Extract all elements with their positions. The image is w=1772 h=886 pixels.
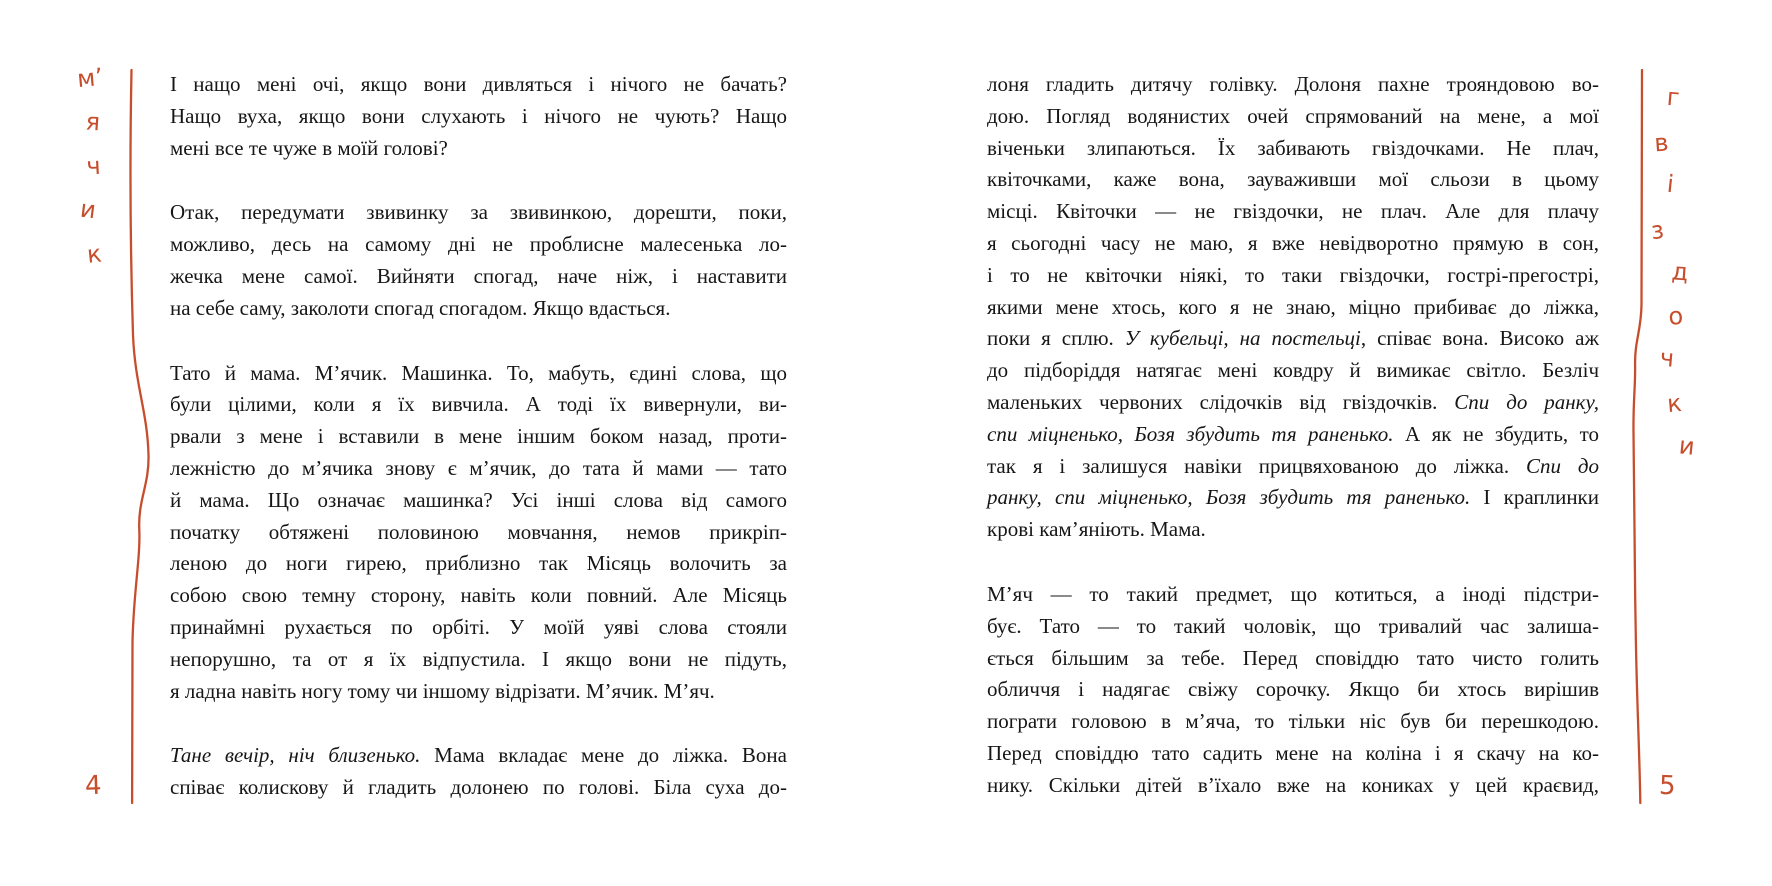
text-line (987, 482, 1599, 514)
margin-letter: к (1665, 388, 1683, 418)
page-left-text (170, 69, 787, 804)
text-segment: крові кам’яніють. Мама. (987, 517, 1206, 542)
text-segment: принаймні рухається по орбіті. У моїй уяві слова стояли (170, 614, 787, 639)
text-line (170, 133, 787, 165)
text-segment: до підборіддя натягає мені ковдру й вимикає світло. Безліч (987, 358, 1599, 383)
text-segment: ється більшим за тебе. Перед сповіддю тато чисто голить (987, 645, 1599, 670)
text-segment: маленьких червоних слідочків від гвіздочків. (987, 389, 1455, 414)
text-segment: нику. Скільки дітей в’їхало вже на кониках у цей краєвид, (987, 772, 1599, 797)
text-segment: , співає вона. Високо аж (1360, 326, 1599, 351)
text-segment: початку обтяжені половиною мовчання, немов прикріп- (170, 519, 787, 544)
text-segment: і то не квіточки ніякі, то таки гвіздочки, гострі-прегострі, (987, 262, 1599, 287)
text-line (987, 387, 1599, 419)
text-segment: місці. Квіточки — не гвіздочки, не плач. Але для плачу (987, 199, 1599, 224)
paragraph (170, 197, 787, 324)
text-segment: М’яч — то такий предмет, що котиться, а іноді підстри- (987, 581, 1599, 606)
paragraph (170, 740, 787, 804)
text-segment: жечка мене самої. Вийняти спогад, наче ніж, і наставити (170, 263, 787, 288)
margin-letter: ч (1658, 343, 1676, 373)
text-line (170, 101, 787, 133)
text-line (170, 580, 787, 612)
paragraph (170, 69, 787, 164)
text-segment: Мама вкладає мене до ліжка. Вона (420, 743, 787, 768)
text-segment: непорушно, та от я їх відпустила. І якщо вони не підуть, (170, 646, 787, 671)
margin-letter: и (78, 194, 98, 225)
text-segment: якими мене хтось, кого я не знаю, міцно прибиває до ліжка, (987, 294, 1599, 319)
text-line (170, 389, 787, 421)
margin-word-right (1649, 82, 1697, 478)
text-line (170, 261, 787, 293)
text-line (170, 485, 787, 517)
text-segment: я ладна навіть ногу тому чи іншому відрізати. М’ячик. М’яч. (170, 678, 715, 703)
text-line (987, 101, 1599, 133)
text-line (170, 293, 787, 325)
margin-letter: и (1677, 431, 1697, 461)
text-line (987, 69, 1599, 101)
text-segment: І нащо мені очі, якщо вони дивляться і нічого не бачать? (170, 72, 787, 96)
text-line (987, 292, 1599, 324)
text-line (170, 612, 787, 644)
page-number-left: 4 (84, 770, 103, 802)
text-segment: Отак, передумати звивинку за звивинкою, дорешти, поки, (170, 200, 787, 225)
text-segment: віченьки злипаються. Їх забивають гвіздочками. Не плач, (987, 135, 1599, 160)
italic-text-segment: спи міцненько, Бозя збудить тя раненько. (987, 421, 1394, 446)
text-line (170, 772, 787, 804)
page-right-text (987, 69, 1599, 802)
page-number-right: 5 (1658, 770, 1677, 802)
italic-text-segment: Спи до ранку, (1454, 389, 1599, 414)
text-line (987, 196, 1599, 228)
text-line (170, 421, 787, 453)
margin-letter: д (1670, 257, 1690, 287)
margin-letter: ч (85, 151, 102, 181)
text-line (987, 706, 1599, 738)
italic-text-segment: Тане вечір, ніч близенько. (170, 743, 421, 768)
text-line (987, 643, 1599, 675)
italic-text-segment: Спи до (1525, 453, 1599, 478)
text-line (987, 770, 1599, 802)
margin-rule-left (130, 70, 148, 803)
margin-letter: і (1665, 169, 1676, 199)
text-line (170, 69, 787, 101)
text-segment: Перед сповіддю тато садить мене на коліна і я скачу на ко- (987, 740, 1599, 765)
text-line (987, 323, 1599, 355)
text-segment: Нащо вуха, якщо вони слухають і нічого не чують? Нащо (170, 103, 787, 128)
text-segment: І краплинки (1470, 485, 1599, 510)
margin-letter: я (84, 107, 102, 137)
text-segment: квіточками, каже вона, зауваживши мої сльози в цьому (987, 167, 1599, 192)
text-line (170, 644, 787, 676)
text-line (170, 548, 787, 580)
margin-letter: в (1653, 127, 1670, 157)
text-line (987, 355, 1599, 387)
text-segment: бує. Тато — то такий чоловік, що тривалий час залиша- (987, 613, 1599, 638)
text-segment: собою свою темну сторону, навіть коли повний. Але Місяць (170, 583, 787, 608)
text-segment: можливо, десь на самому дні не проблисне малесенька ло- (170, 232, 787, 257)
text-segment: А як не збудить, то (1393, 421, 1599, 446)
text-segment: поки я сплю. (987, 326, 1125, 351)
text-line (987, 451, 1599, 483)
margin-letter: з (1649, 215, 1666, 245)
paragraph (987, 579, 1599, 802)
italic-text-segment: ранку, спи міцненько, Бозя збудить тя раненько. (987, 485, 1471, 510)
text-line (170, 517, 787, 549)
margin-letter: м’ (75, 62, 105, 94)
text-segment: лоня гладить дитячу голівку. Долоня пахне трояндовою во- (987, 72, 1599, 96)
text-line (987, 514, 1599, 546)
text-segment: дою. Погляд водянистих очей спрямований на мене, а мої (987, 103, 1599, 128)
text-line (987, 164, 1599, 196)
text-segment: мені все те чуже в моїй голові? (170, 135, 448, 160)
margin-rule-right (1633, 70, 1642, 803)
text-line (987, 738, 1599, 770)
text-segment: пограти головою в м’яча, то тільки ніс був би перешкодою. (987, 709, 1599, 734)
text-line (987, 133, 1599, 165)
text-segment: так я і залишуся навіки прицвяхованою до ліжка. (987, 453, 1526, 478)
paragraph (987, 69, 1599, 546)
text-segment: на себе саму, заколоти спогад спогадом. Якщо вдасться. (170, 295, 671, 320)
text-segment: лежністю до м’ячика знову є м’ячик, до тата й мами — тато (170, 455, 787, 480)
text-line (170, 740, 787, 772)
text-line (987, 674, 1599, 706)
text-line (987, 419, 1599, 451)
margin-letter: о (1667, 301, 1684, 331)
text-line (170, 358, 787, 390)
text-segment: я сьогодні часу не маю, я вже невідворотно прямую в сон, (987, 230, 1599, 255)
text-segment: співає колискову й гладить долонею по голові. Біла суха до- (170, 775, 787, 800)
text-segment: обличчя і надягає свіжу сорочку. Якщо би хтось вирішив (987, 677, 1599, 702)
margin-word-left (75, 62, 105, 286)
text-line (987, 611, 1599, 643)
margin-letter: г (1665, 82, 1681, 112)
text-line (987, 228, 1599, 260)
text-segment: леною до ноги гирею, приблизно так Місяць волочить за (170, 551, 787, 576)
italic-text-segment: У кубельці, на постельці (1124, 326, 1361, 351)
text-line (170, 229, 787, 261)
text-line (987, 260, 1599, 292)
text-line (987, 579, 1599, 611)
text-line (170, 676, 787, 708)
text-line (170, 453, 787, 485)
text-segment: й мама. Що означає машинка? Усі інші слова від самого (170, 487, 787, 512)
margin-letter: к (85, 239, 103, 269)
text-segment: рвали з мене і вставили в мене іншим боком назад, проти- (170, 424, 787, 449)
paragraph (170, 358, 787, 708)
text-line (170, 197, 787, 229)
text-segment: Тато й мама. М’ячик. Машинка. То, мабуть, єдині слова, що (170, 360, 787, 385)
text-segment: були цілими, коли я їх вивчила. А тоді їх вивернули, ви- (170, 392, 787, 417)
